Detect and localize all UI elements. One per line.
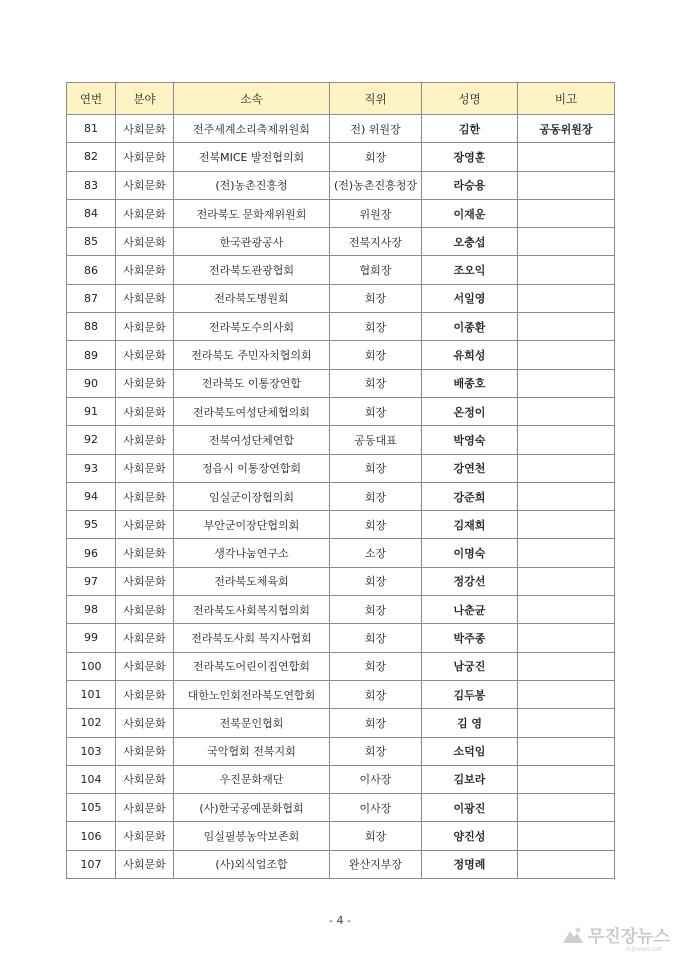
cell-name: 강준희: [422, 482, 518, 510]
table-row: [67, 228, 615, 256]
cell-position: 회장: [330, 511, 422, 539]
cell-field: 사회문화: [116, 313, 174, 341]
cell-field: 사회문화: [116, 822, 174, 850]
cell-no: 89: [67, 341, 116, 369]
cell-field: 사회문화: [116, 115, 174, 143]
cell-position: 회장: [330, 709, 422, 737]
cell-org: 우진문화재단: [174, 765, 330, 793]
cell-field: 사회문화: [116, 680, 174, 708]
cell-no: 81: [67, 115, 116, 143]
cell-note: [518, 199, 615, 227]
table-row: [67, 822, 615, 850]
cell-position: 회장: [330, 624, 422, 652]
header-position: 직위: [330, 83, 422, 115]
cell-org: 전라북도관광협회: [174, 256, 330, 284]
cell-field: 사회문화: [116, 284, 174, 312]
header-note: 비고: [518, 83, 615, 115]
cell-name: 박영숙: [422, 426, 518, 454]
page-number: - 4 -: [329, 914, 351, 927]
cell-position: 공동대표: [330, 426, 422, 454]
cell-no: 96: [67, 539, 116, 567]
cell-field: 사회문화: [116, 341, 174, 369]
cell-field: 사회문화: [116, 596, 174, 624]
cell-org: 전라북도사회 복지사협회: [174, 624, 330, 652]
header-no: 연번: [67, 83, 116, 115]
cell-org: 전라북도 주민자치협의회: [174, 341, 330, 369]
cell-note: [518, 652, 615, 680]
cell-name: 양진성: [422, 822, 518, 850]
table-row: [67, 341, 615, 369]
cell-org: 전북여성단체연합: [174, 426, 330, 454]
cell-name: 이명숙: [422, 539, 518, 567]
table-row: [67, 765, 615, 793]
cell-no: 100: [67, 652, 116, 680]
table-row: [67, 369, 615, 397]
table-row: [67, 454, 615, 482]
table-row: [67, 171, 615, 199]
cell-field: 사회문화: [116, 794, 174, 822]
cell-no: 107: [67, 850, 116, 878]
cell-no: 85: [67, 228, 116, 256]
cell-field: 사회문화: [116, 652, 174, 680]
cell-name: 정강선: [422, 567, 518, 595]
member-table: [66, 82, 615, 879]
table-row: [67, 624, 615, 652]
cell-org: 한국관광공사: [174, 228, 330, 256]
cell-name: 강연천: [422, 454, 518, 482]
table-row: [67, 397, 615, 425]
cell-name: 박주종: [422, 624, 518, 652]
cell-field: 사회문화: [116, 397, 174, 425]
cell-org: 생각나눔연구소: [174, 539, 330, 567]
cell-org: 정읍시 이통장연합회: [174, 454, 330, 482]
table-row: [67, 680, 615, 708]
cell-name: 김두봉: [422, 680, 518, 708]
table-row: [67, 482, 615, 510]
cell-field: 사회문화: [116, 143, 174, 171]
cell-note: [518, 228, 615, 256]
cell-note: [518, 284, 615, 312]
cell-field: 사회문화: [116, 511, 174, 539]
cell-note: [518, 737, 615, 765]
cell-org: 전라북도 문화재위원회: [174, 199, 330, 227]
cell-name: 나춘균: [422, 596, 518, 624]
cell-no: 94: [67, 482, 116, 510]
cell-position: 회장: [330, 822, 422, 850]
cell-note: [518, 539, 615, 567]
cell-position: 회장: [330, 284, 422, 312]
cell-no: 103: [67, 737, 116, 765]
cell-name: 유희성: [422, 341, 518, 369]
cell-position: 회장: [330, 313, 422, 341]
cell-note: [518, 369, 615, 397]
cell-position: 위원장: [330, 199, 422, 227]
cell-field: 사회문화: [116, 256, 174, 284]
cell-note: [518, 313, 615, 341]
table-row: [67, 737, 615, 765]
cell-no: 101: [67, 680, 116, 708]
cell-org: 전라북도사회복지협의회: [174, 596, 330, 624]
watermark-subtext: mjjnews.net: [625, 946, 662, 953]
cell-field: 사회문화: [116, 482, 174, 510]
cell-org: 국악협회 전북지회: [174, 737, 330, 765]
cell-position: 회장: [330, 652, 422, 680]
cell-name: 온정이: [422, 397, 518, 425]
table-row: [67, 652, 615, 680]
cell-no: 98: [67, 596, 116, 624]
mountain-icon: [562, 926, 584, 944]
table-row: [67, 567, 615, 595]
header-name: 성명: [422, 83, 518, 115]
cell-name: 이광진: [422, 794, 518, 822]
cell-name: 정명례: [422, 850, 518, 878]
cell-name: 김재희: [422, 511, 518, 539]
cell-position: 이사장: [330, 765, 422, 793]
cell-no: 106: [67, 822, 116, 850]
cell-no: 87: [67, 284, 116, 312]
cell-field: 사회문화: [116, 850, 174, 878]
cell-note: [518, 850, 615, 878]
cell-no: 97: [67, 567, 116, 595]
table-row: [67, 426, 615, 454]
cell-org: (사)한국공예문화협회: [174, 794, 330, 822]
cell-no: 83: [67, 171, 116, 199]
cell-org: 임실필봉농악보존회: [174, 822, 330, 850]
cell-org: (사)외식업조합: [174, 850, 330, 878]
cell-field: 사회문화: [116, 539, 174, 567]
header-org: 소속: [174, 83, 330, 115]
cell-no: 99: [67, 624, 116, 652]
cell-org: 전북문인협회: [174, 709, 330, 737]
cell-org: 전라북도여성단체협의회: [174, 397, 330, 425]
cell-no: 82: [67, 143, 116, 171]
table-row: [67, 115, 615, 143]
cell-note: [518, 143, 615, 171]
cell-no: 105: [67, 794, 116, 822]
header-field: 분야: [116, 83, 174, 115]
table-row: [67, 143, 615, 171]
cell-position: 회장: [330, 369, 422, 397]
cell-org: (전)농촌진흥청: [174, 171, 330, 199]
cell-name: 라승용: [422, 171, 518, 199]
cell-no: 93: [67, 454, 116, 482]
table-row: [67, 539, 615, 567]
table-row: [67, 794, 615, 822]
cell-field: 사회문화: [116, 567, 174, 595]
cell-position: 전) 위원장: [330, 115, 422, 143]
table-header-row: [67, 83, 615, 115]
cell-field: 사회문화: [116, 171, 174, 199]
cell-field: 사회문화: [116, 624, 174, 652]
cell-no: 91: [67, 397, 116, 425]
cell-position: 완산지부장: [330, 850, 422, 878]
cell-note: [518, 511, 615, 539]
cell-name: 김보라: [422, 765, 518, 793]
cell-note: [518, 341, 615, 369]
cell-field: 사회문화: [116, 454, 174, 482]
cell-note: [518, 454, 615, 482]
table-body: [67, 115, 615, 879]
cell-org: 전주세계소리축제위원회: [174, 115, 330, 143]
cell-note: [518, 426, 615, 454]
cell-no: 104: [67, 765, 116, 793]
table-row: [67, 596, 615, 624]
cell-note: [518, 822, 615, 850]
cell-field: 사회문화: [116, 426, 174, 454]
cell-note: [518, 794, 615, 822]
cell-field: 사회문화: [116, 737, 174, 765]
cell-note: [518, 256, 615, 284]
table-row: [67, 284, 615, 312]
cell-org: 부안군이장단협의회: [174, 511, 330, 539]
cell-name: 배종호: [422, 369, 518, 397]
cell-note: 공동위원장: [518, 115, 615, 143]
cell-name: 김 영: [422, 709, 518, 737]
cell-position: 협회장: [330, 256, 422, 284]
cell-position: 회장: [330, 482, 422, 510]
cell-position: 이사장: [330, 794, 422, 822]
cell-org: 전라북도병원회: [174, 284, 330, 312]
cell-name: 오충섭: [422, 228, 518, 256]
cell-name: 김한: [422, 115, 518, 143]
cell-no: 86: [67, 256, 116, 284]
cell-org: 전라북도체육회: [174, 567, 330, 595]
cell-note: [518, 397, 615, 425]
cell-note: [518, 765, 615, 793]
watermark-logo: [562, 922, 670, 953]
cell-no: 92: [67, 426, 116, 454]
cell-field: 사회문화: [116, 369, 174, 397]
table-row: [67, 709, 615, 737]
table-row: [67, 511, 615, 539]
cell-note: [518, 624, 615, 652]
cell-no: 95: [67, 511, 116, 539]
cell-org: 전라북도 이통장연합: [174, 369, 330, 397]
table-row: [67, 256, 615, 284]
cell-note: [518, 171, 615, 199]
cell-note: [518, 567, 615, 595]
cell-name: 남궁진: [422, 652, 518, 680]
cell-position: 회장: [330, 454, 422, 482]
cell-org: 임실군이장협의회: [174, 482, 330, 510]
cell-note: [518, 709, 615, 737]
cell-org: 대한노인회전라북도연합회: [174, 680, 330, 708]
table-row: [67, 199, 615, 227]
cell-no: 84: [67, 199, 116, 227]
cell-position: 회장: [330, 737, 422, 765]
table-row: [67, 850, 615, 878]
cell-position: 회장: [330, 143, 422, 171]
cell-org: 전라북도수의사회: [174, 313, 330, 341]
cell-note: [518, 482, 615, 510]
cell-position: 소장: [330, 539, 422, 567]
cell-field: 사회문화: [116, 765, 174, 793]
cell-field: 사회문화: [116, 199, 174, 227]
cell-name: 이종환: [422, 313, 518, 341]
cell-name: 조오익: [422, 256, 518, 284]
cell-no: 102: [67, 709, 116, 737]
watermark-text: 무진장뉴스: [587, 927, 670, 947]
cell-name: 서일영: [422, 284, 518, 312]
cell-note: [518, 680, 615, 708]
cell-position: 회장: [330, 341, 422, 369]
cell-no: 90: [67, 369, 116, 397]
cell-position: 회장: [330, 596, 422, 624]
cell-position: 회장: [330, 397, 422, 425]
table-row: [67, 313, 615, 341]
cell-name: 소덕임: [422, 737, 518, 765]
cell-position: 회장: [330, 567, 422, 595]
cell-name: 이재운: [422, 199, 518, 227]
cell-field: 사회문화: [116, 228, 174, 256]
cell-position: 회장: [330, 680, 422, 708]
cell-name: 장영훈: [422, 143, 518, 171]
cell-no: 88: [67, 313, 116, 341]
cell-org: 전라북도어린이집연합회: [174, 652, 330, 680]
cell-org: 전북MICE 발전협의회: [174, 143, 330, 171]
cell-field: 사회문화: [116, 709, 174, 737]
cell-position: (전)농촌진흥청장: [330, 171, 422, 199]
cell-note: [518, 596, 615, 624]
cell-position: 전북지사장: [330, 228, 422, 256]
